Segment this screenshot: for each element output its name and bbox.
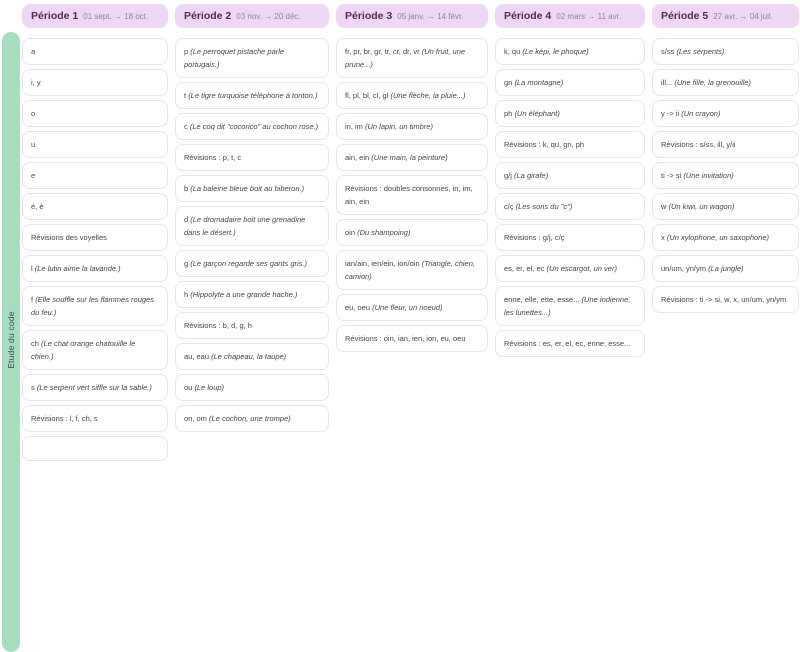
- card-example: (Un éléphant): [514, 109, 560, 118]
- card-code: au, eau: [184, 352, 210, 361]
- period-title: Période 4: [504, 10, 552, 22]
- card-example: (Le loup): [194, 383, 225, 392]
- code-card[interactable]: [495, 330, 645, 357]
- code-card[interactable]: [22, 436, 168, 461]
- code-card[interactable]: [652, 255, 799, 282]
- card-code: Révisions : b, d, g, h: [184, 321, 252, 330]
- card-code: ou: [184, 383, 193, 392]
- card-code: Révisions : oin, ian, ien, ion, eu, oeu: [345, 334, 466, 343]
- code-card[interactable]: [175, 312, 329, 339]
- card-example: (La girafe): [514, 171, 549, 180]
- card-code: eu, oeu: [345, 303, 371, 312]
- card-code: on, om: [184, 414, 207, 423]
- card-example: (Le képi, le phoque): [522, 47, 589, 56]
- card-code: w: [661, 202, 667, 211]
- code-card[interactable]: [175, 374, 329, 401]
- code-card[interactable]: [175, 281, 329, 308]
- card-example: (Hippolyte a une grande hache.): [190, 290, 298, 299]
- card-example: (Le garçon regarde ses gants gris.): [190, 259, 307, 268]
- card-example: (La jungle): [708, 264, 744, 273]
- code-card[interactable]: [495, 193, 645, 220]
- period-card-list: [652, 38, 799, 313]
- period-title: Période 2: [184, 10, 232, 22]
- card-example: (Une fille, la grenouille): [674, 78, 752, 87]
- card-code: fl, pl, bl, cl, gl: [345, 91, 389, 100]
- code-card[interactable]: [22, 255, 168, 282]
- card-code: Révisions : s/ss, ill, y/ii: [661, 140, 736, 149]
- period-column-5: [652, 4, 799, 313]
- card-example: (Le cochon, une trompe): [209, 414, 291, 423]
- period-header-4: [495, 4, 645, 28]
- code-card[interactable]: [175, 82, 329, 109]
- card-code: in, im: [345, 122, 363, 131]
- card-code: c/ç: [504, 202, 514, 211]
- period-dates: 03 nov. → 20 déc.: [236, 11, 301, 21]
- card-example: (Le lutin aime la lavande.): [34, 264, 121, 273]
- code-card[interactable]: [495, 100, 645, 127]
- card-code: Révisions : doubles consonnes, in, im, ain, ein: [345, 184, 473, 206]
- card-code: Révisions : ti -> si, w, x, un/um, yn/ym: [661, 295, 787, 304]
- card-code: g/j: [504, 171, 512, 180]
- card-code: Révisions : l, f, ch, s: [31, 414, 98, 423]
- card-code: es, er, el, ec: [504, 264, 545, 273]
- card-example: (Un lapin, un timbre): [365, 122, 433, 131]
- code-card[interactable]: [495, 162, 645, 189]
- code-card[interactable]: [652, 224, 799, 251]
- code-card[interactable]: [175, 144, 329, 171]
- card-example: (Un fruit, une prune...): [345, 47, 466, 69]
- card-code: Révisions : es, er, el, ec, enne, esse...: [504, 339, 631, 348]
- card-code: oin: [345, 228, 356, 237]
- code-card[interactable]: [22, 374, 168, 401]
- code-card[interactable]: [22, 69, 168, 96]
- card-code: é, è: [31, 202, 44, 211]
- card-example: (Triangle, chien, camion): [345, 259, 475, 281]
- code-card[interactable]: [336, 144, 488, 171]
- card-code: t: [184, 91, 187, 100]
- card-code: p: [184, 47, 189, 56]
- card-code: b: [184, 184, 189, 193]
- card-code: o: [31, 109, 36, 118]
- period-dates: 02 mars → 11 avr.: [556, 11, 622, 21]
- period-column-2: [175, 4, 329, 432]
- code-card[interactable]: [336, 113, 488, 140]
- card-code: u: [31, 140, 36, 149]
- code-card[interactable]: [22, 131, 168, 158]
- code-card[interactable]: [495, 255, 645, 282]
- card-example: (Une main, la peinture): [371, 153, 448, 162]
- card-code: f: [31, 295, 34, 304]
- code-card[interactable]: [495, 224, 645, 251]
- card-code: a: [31, 47, 36, 56]
- code-card[interactable]: [652, 193, 799, 220]
- card-example: (Elle souffle sur les flammes rouges du feu.): [31, 295, 154, 317]
- card-code: Révisions des voyelles: [31, 233, 107, 242]
- code-card[interactable]: [22, 100, 168, 127]
- card-code: Révisions : k, qu, gn, ph: [504, 140, 585, 149]
- card-example: (Le perroquet pistache parle portugais.): [184, 47, 285, 69]
- code-card[interactable]: [652, 286, 799, 313]
- card-code: ch: [31, 339, 39, 348]
- period-column-4: [495, 4, 645, 357]
- code-card[interactable]: [336, 175, 488, 215]
- code-card[interactable]: [336, 219, 488, 246]
- code-card[interactable]: [22, 193, 168, 220]
- card-example: (Une flèche, la pluie...): [390, 91, 466, 100]
- code-card[interactable]: [495, 69, 645, 96]
- card-example: (La montagne): [514, 78, 564, 87]
- card-code: gn: [504, 78, 513, 87]
- card-example: (Un crayon): [681, 109, 721, 118]
- code-card[interactable]: [336, 325, 488, 352]
- card-code: un/um, yn/ym: [661, 264, 707, 273]
- card-code: Révisions : g/j, c/ç: [504, 233, 565, 242]
- code-card[interactable]: [22, 38, 168, 65]
- card-example: (Du shampoing): [357, 228, 411, 237]
- code-card[interactable]: [652, 69, 799, 96]
- card-code: fr, pr, br, gr, tr, cr, dr, vr: [345, 47, 420, 56]
- card-code: h: [184, 290, 189, 299]
- card-code: c: [184, 122, 188, 131]
- card-code: l: [31, 264, 33, 273]
- card-code: ill...: [661, 78, 673, 87]
- category-label: Etude du code: [6, 311, 16, 369]
- card-code: ti -> si: [661, 171, 682, 180]
- code-card[interactable]: [495, 286, 645, 326]
- code-card[interactable]: [336, 250, 488, 290]
- card-code: g: [184, 259, 189, 268]
- code-card[interactable]: [652, 131, 799, 158]
- card-example: (Le serpent vert siffle sur la sable.): [36, 383, 152, 392]
- card-code: e: [31, 171, 36, 180]
- code-card[interactable]: [495, 38, 645, 65]
- card-example: (Une fleur, un noeud): [372, 303, 443, 312]
- card-example: (Un escargot, un ver): [546, 264, 617, 273]
- card-code: x: [661, 233, 665, 242]
- card-example: (Le dromadaire boit une grenadine dans le désert.): [184, 215, 306, 237]
- period-card-list: [22, 38, 168, 461]
- category-bar-etude-du-code: [2, 32, 20, 652]
- period-card-list: [495, 38, 645, 357]
- card-example: (Le chapeau, la taupe): [211, 352, 287, 361]
- period-card-list: [336, 38, 488, 352]
- card-code: k, qu: [504, 47, 521, 56]
- card-example: (Les sons du "c"): [515, 202, 573, 211]
- card-example: (Un xylophone, un saxophone): [666, 233, 769, 242]
- card-example: (Une indienne, les lunettes...): [504, 295, 631, 317]
- card-code: ph: [504, 109, 513, 118]
- code-card[interactable]: [22, 224, 168, 251]
- period-header-5: [652, 4, 799, 28]
- period-column-1: [22, 4, 168, 461]
- card-code: y -> ii: [661, 109, 680, 118]
- card-code: enne, elle, ette, esse...: [504, 295, 580, 304]
- period-dates: 01 sept. → 18 oct.: [83, 11, 149, 21]
- code-card[interactable]: [22, 162, 168, 189]
- period-title: Période 3: [345, 10, 393, 22]
- card-example: (Le chat orange chatouille le chien.): [31, 339, 136, 361]
- period-header-1: [22, 4, 168, 28]
- card-code: i, y: [31, 78, 41, 87]
- card-example: (La baleine bleue boit au biberon.): [190, 184, 305, 193]
- period-header-2: [175, 4, 329, 28]
- code-card[interactable]: [495, 131, 645, 158]
- code-card[interactable]: [336, 294, 488, 321]
- code-card[interactable]: [652, 162, 799, 189]
- code-card[interactable]: [22, 330, 168, 370]
- card-example: (Le coq dit "cocorico" au cochon rose.): [189, 122, 319, 131]
- card-code: s/ss: [661, 47, 675, 56]
- period-title: Période 1: [31, 10, 79, 22]
- card-code: d: [184, 215, 189, 224]
- period-header-3: [336, 4, 488, 28]
- code-card[interactable]: [175, 38, 329, 78]
- period-dates: 27 avr. → 04 juil.: [713, 11, 773, 21]
- card-code: ain, ein: [345, 153, 370, 162]
- card-example: (Une invitation): [683, 171, 734, 180]
- code-card[interactable]: [175, 206, 329, 246]
- period-card-list: [175, 38, 329, 432]
- card-example: (Le tigre turquoise téléphone à tonton.): [188, 91, 318, 100]
- period-dates: 05 janv. → 14 févr.: [397, 11, 464, 21]
- card-code: Révisions : p, t, c: [184, 153, 242, 162]
- code-card[interactable]: [336, 82, 488, 109]
- code-card[interactable]: [22, 405, 168, 432]
- code-card[interactable]: [175, 113, 329, 140]
- code-card[interactable]: [652, 100, 799, 127]
- card-code: ian/ain, ien/ein, ion/oin: [345, 259, 420, 268]
- period-title: Période 5: [661, 10, 709, 22]
- code-card[interactable]: [652, 38, 799, 65]
- card-example: (Un kiwi, un wagon): [668, 202, 735, 211]
- code-card[interactable]: [175, 343, 329, 370]
- code-card[interactable]: [175, 250, 329, 277]
- code-card[interactable]: [336, 38, 488, 78]
- card-example: (Les serpents): [676, 47, 725, 56]
- code-card[interactable]: [22, 286, 168, 326]
- code-card[interactable]: [175, 405, 329, 432]
- period-column-3: [336, 4, 488, 352]
- card-code: s: [31, 383, 35, 392]
- periods-board: [22, 4, 799, 461]
- code-card[interactable]: [175, 175, 329, 202]
